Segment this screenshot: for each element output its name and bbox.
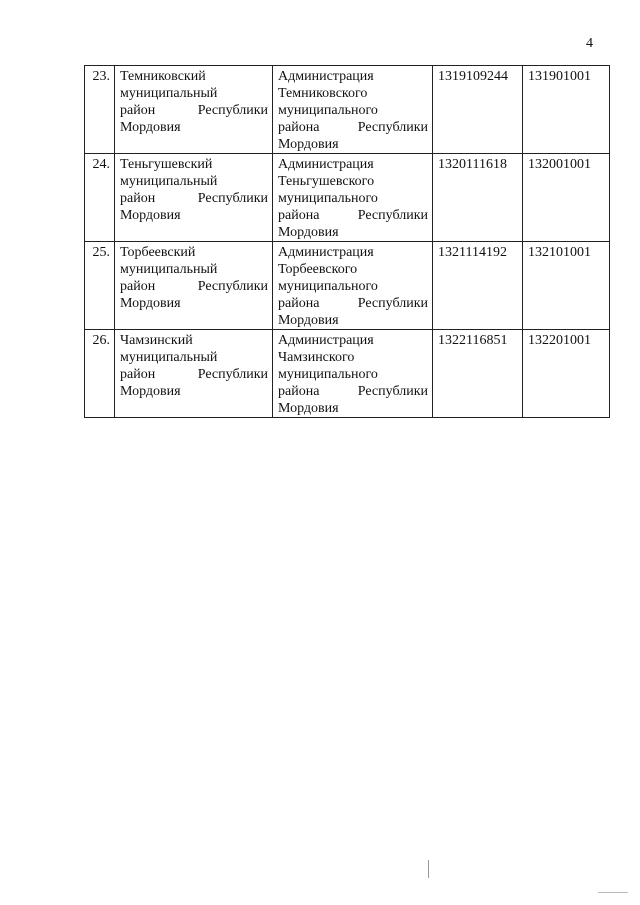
admin-line: Мордовия bbox=[278, 401, 339, 416]
admin-line: муниципального bbox=[278, 367, 378, 382]
district-line: муниципальный bbox=[120, 262, 218, 277]
admin-line: Теньгушевского bbox=[278, 174, 375, 189]
registry-table bbox=[84, 65, 610, 418]
admin-line: Мордовия bbox=[278, 137, 339, 152]
administration-cell bbox=[273, 154, 433, 242]
admin-line: Администрация bbox=[278, 245, 374, 260]
row-number: 26. bbox=[85, 330, 115, 418]
admin-line: района Республики bbox=[278, 296, 428, 311]
district-line: Мордовия bbox=[120, 296, 181, 311]
row-number: 24. bbox=[85, 154, 115, 242]
row-number: 23. bbox=[85, 66, 115, 154]
kpp-cell: 132001001 bbox=[523, 154, 610, 242]
admin-line: муниципального bbox=[278, 103, 378, 118]
kpp-cell: 132201001 bbox=[523, 330, 610, 418]
administration-cell bbox=[273, 66, 433, 154]
admin-line: района Республики bbox=[278, 208, 428, 223]
admin-line: Администрация bbox=[278, 69, 374, 84]
admin-line: Администрация bbox=[278, 333, 374, 348]
district-name-cell bbox=[115, 66, 273, 154]
district-line: район Республики bbox=[120, 191, 268, 206]
admin-line: района Республики bbox=[278, 384, 428, 399]
table-row bbox=[85, 242, 610, 330]
district-line: Мордовия bbox=[120, 384, 181, 399]
district-name-cell bbox=[115, 330, 273, 418]
district-line: Чамзинский bbox=[120, 333, 193, 348]
admin-line: Мордовия bbox=[278, 225, 339, 240]
administration-cell bbox=[273, 242, 433, 330]
scan-artifact-corner bbox=[598, 892, 628, 893]
district-line: муниципальный bbox=[120, 174, 218, 189]
admin-line: Темниковского bbox=[278, 86, 368, 101]
district-line: Теньгушевский bbox=[120, 157, 213, 172]
admin-line: Чамзинского bbox=[278, 350, 355, 365]
admin-line: района Республики bbox=[278, 120, 428, 135]
kpp-cell: 132101001 bbox=[523, 242, 610, 330]
inn-cell: 1320111618 bbox=[433, 154, 523, 242]
district-line: Мордовия bbox=[120, 120, 181, 135]
table-row bbox=[85, 330, 610, 418]
administration-cell bbox=[273, 330, 433, 418]
scan-artifact-line bbox=[428, 860, 429, 878]
admin-line: Торбеевского bbox=[278, 262, 358, 277]
district-line: район Республики bbox=[120, 279, 268, 294]
district-line: Торбеевский bbox=[120, 245, 196, 260]
district-name-cell bbox=[115, 154, 273, 242]
inn-cell: 1322116851 bbox=[433, 330, 523, 418]
district-line: Темниковский bbox=[120, 69, 206, 84]
district-line: район Республики bbox=[120, 103, 268, 118]
district-line: район Республики bbox=[120, 367, 268, 382]
inn-cell: 1321114192 bbox=[433, 242, 523, 330]
inn-cell: 1319109244 bbox=[433, 66, 523, 154]
kpp-cell: 131901001 bbox=[523, 66, 610, 154]
table-row bbox=[85, 66, 610, 154]
row-number: 25. bbox=[85, 242, 115, 330]
district-line: муниципальный bbox=[120, 86, 218, 101]
admin-line: Мордовия bbox=[278, 313, 339, 328]
district-line: Мордовия bbox=[120, 208, 181, 223]
district-line: муниципальный bbox=[120, 350, 218, 365]
admin-line: Администрация bbox=[278, 157, 374, 172]
admin-line: муниципального bbox=[278, 279, 378, 294]
table-row bbox=[85, 154, 610, 242]
admin-line: муниципального bbox=[278, 191, 378, 206]
district-name-cell bbox=[115, 242, 273, 330]
page-number: 4 bbox=[586, 36, 593, 51]
